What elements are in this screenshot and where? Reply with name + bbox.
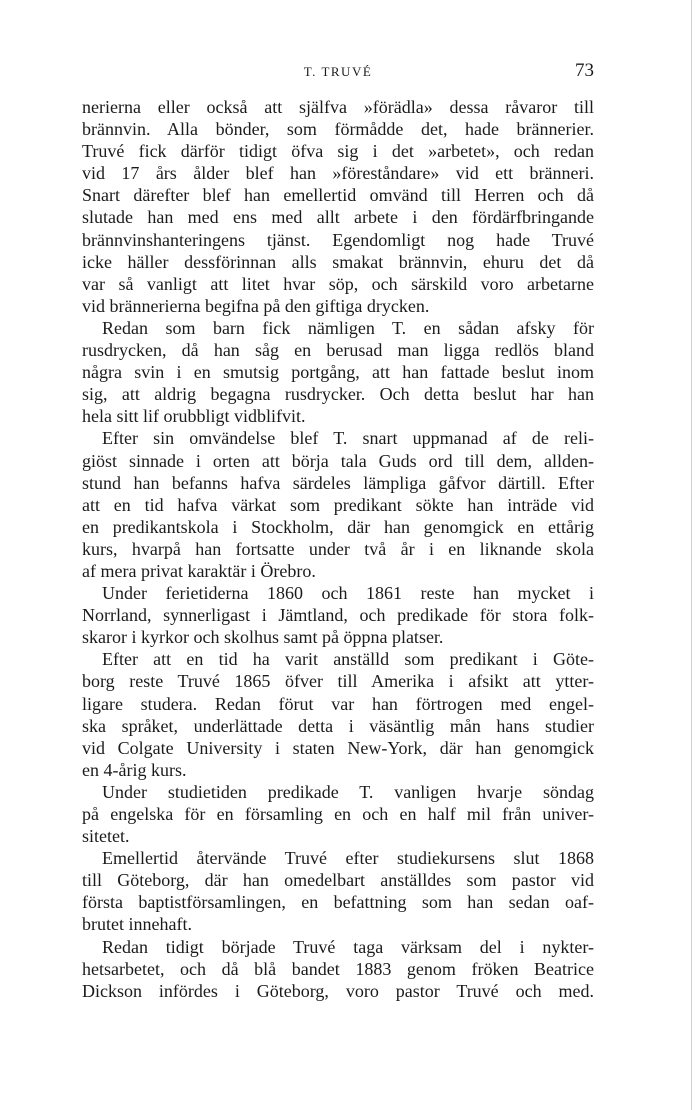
text-line: giöst sinnade i orten att börja tala Guds ord till dem, allden- bbox=[82, 450, 594, 471]
text-line: borg reste Truvé 1865 öfver till Amerika i afsikt att ytter- bbox=[82, 671, 594, 692]
page-edge bbox=[691, 0, 692, 1110]
text-line: vid Colgate University i staten New-York, där han genomgick bbox=[82, 737, 594, 758]
text-line: ligare studera. Redan förut var han förtrogen med engel- bbox=[82, 693, 594, 714]
text-line: Efter sin omvändelse blef T. snart uppmanad af de reli- bbox=[102, 428, 594, 449]
text-line: till Göteborg, där han omedelbart anställdes som pastor vid bbox=[82, 870, 594, 891]
text-line: af mera privat karaktär i Örebro. bbox=[82, 560, 316, 581]
text-line: hela sitt lif orubbligt vidblifvit. bbox=[82, 406, 306, 427]
text-line: skaror i kyrkor och skolhus samt på öppna platser. bbox=[82, 627, 444, 648]
paragraph bbox=[82, 582, 594, 648]
text-line: Redan som barn fick nämligen T. en sådan afsky för bbox=[102, 317, 594, 338]
text-line: ska språket, underlättade detta i väsäntlig mån hans studier bbox=[82, 715, 594, 736]
page-number: 73 bbox=[575, 60, 594, 81]
text-line: sitetet. bbox=[82, 826, 130, 847]
text-line: Snart därefter blef han emellertid omvänd till Herren och då bbox=[82, 185, 594, 206]
text-line: vid brännerierna begifna på den giftiga drycken. bbox=[82, 295, 430, 316]
text-line: Emellertid återvände Truvé efter studiekursens slut 1868 bbox=[102, 848, 594, 869]
paragraph bbox=[82, 317, 594, 427]
text-line: nerierna eller också att själfva »förädla» dessa råvaror till bbox=[82, 97, 594, 117]
body-text bbox=[82, 96, 594, 1002]
text-line: brännvin. Alla bönder, som förmådde det, hade brännerier. bbox=[82, 119, 594, 140]
text-line: kurs, hvarpå han fortsatte under två år i en liknande skola bbox=[82, 538, 594, 559]
text-line: en 4-årig kurs. bbox=[82, 759, 187, 780]
text-line: vid 17 års ålder blef han »föreståndare» vid ett bränneri. bbox=[82, 163, 594, 184]
text-line: Under studietiden predikade T. vanligen hvarje söndag bbox=[102, 781, 594, 802]
paragraph bbox=[82, 936, 594, 1002]
text-line: brännvinshanteringens tjänst. Egendomligt nog hade Truvé bbox=[82, 229, 594, 250]
text-line: rusdrycken, då han såg en berusad man ligga redlös bland bbox=[82, 340, 594, 361]
text-line: några svin i en smutsig portgång, att han fattade beslut inom bbox=[82, 362, 594, 383]
text-line: sig, att aldrig begagna rusdrycker. Och detta beslut har han bbox=[82, 384, 594, 405]
paragraph bbox=[82, 427, 594, 582]
text-line: brutet innehaft. bbox=[82, 914, 192, 935]
text-line: på engelska för en församling en och en half mil från univer- bbox=[82, 804, 594, 824]
page-header bbox=[82, 60, 594, 86]
text-line: Redan tidigt började Truvé taga värksam del i nykter- bbox=[102, 936, 594, 957]
text-line: stund han befanns hafva särdeles lämpliga gåfvor därtill. Efter bbox=[82, 472, 594, 493]
text-line: Dickson infördes i Göteborg, voro pastor Truvé och med. bbox=[82, 980, 594, 1001]
text-line: var så vanligt att litet hvar söp, och särskild voro arbetarne bbox=[82, 273, 594, 294]
text-line: icke häller dessförinnan alls smakat brännvin, ehuru det då bbox=[82, 251, 594, 272]
paragraph bbox=[82, 847, 594, 935]
text-line: hetsarbetet, och då blå bandet 1883 genom fröken Beatrice bbox=[82, 958, 594, 979]
paragraph bbox=[82, 96, 594, 317]
text-line: Norrland, synnerligast i Jämtland, och predikade för stora folk- bbox=[82, 605, 594, 626]
running-head: T. TRUVÉ bbox=[303, 64, 373, 79]
text-line: en predikantskola i Stockholm, där han genomgick en ettårig bbox=[82, 516, 594, 537]
paragraph bbox=[82, 781, 594, 847]
text-line: första baptistförsamlingen, en befattning som han sedan oaf- bbox=[82, 892, 594, 913]
text-line: Truvé fick därför tidigt öfva sig i det »arbetet», och redan bbox=[82, 141, 594, 162]
text-line: Efter att en tid ha varit anställd som predikant i Göte- bbox=[102, 649, 594, 670]
text-line: Under ferietiderna 1860 och 1861 reste han mycket i bbox=[102, 583, 594, 604]
text-line: att en tid hafva värkat som predikant sökte han inträde vid bbox=[82, 494, 594, 515]
paragraph bbox=[82, 648, 594, 781]
text-line: slutade han med ens med allt arbete i den fördärfbringande bbox=[82, 207, 594, 228]
